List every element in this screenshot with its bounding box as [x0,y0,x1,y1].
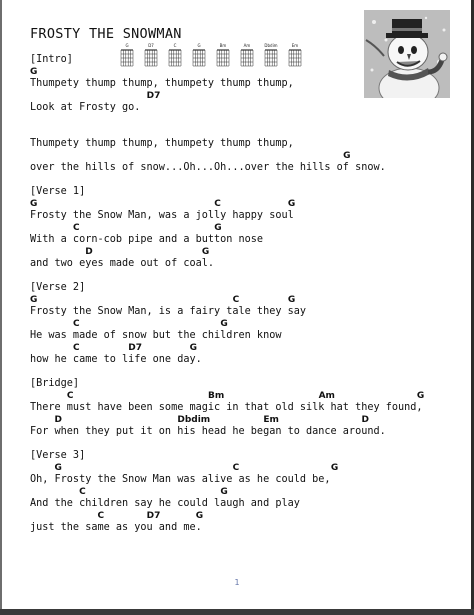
chord-symbol: G [416,391,425,401]
chord-diagram-name: D7 [148,43,154,48]
chord-diagram-name: C [173,43,177,48]
chord-symbol: G [30,295,38,305]
lyric-text: just the same as you and me. [30,522,202,533]
section-label: [Verse 2] [30,282,86,293]
chord-line [30,90,470,102]
chord-symbol: D7 [146,511,161,521]
chord-symbol: G [287,199,296,209]
chord-symbol: C [72,319,80,329]
chord-symbol: G [189,343,198,353]
chord-symbol: G [343,151,351,161]
lyric-text: and two eyes made out of coal. [30,258,215,269]
chord-symbol: G [195,511,204,521]
lyric-line [30,138,470,150]
section-header-row [30,54,470,66]
chord-line [30,414,470,426]
lyric-line [30,234,470,246]
chord-line [30,390,470,402]
lyric-text: He was made of snow but the children know [30,330,282,341]
chord-symbol: C [72,223,80,233]
chord-symbol: D [85,247,93,257]
chord-symbol: C [66,391,74,401]
chord-line [30,462,470,474]
lyric-text: Oh, Frosty the Snow Man was alive as he could be, [30,474,331,485]
lyric-text: Frosty the Snow Man, is a fairy tale they say [30,306,307,317]
lyric-text: Look at Frosty go. [30,102,141,113]
section-header-row [30,186,470,198]
section-header-row [30,282,470,294]
song-title: FROSTY THE SNOWMAN [30,26,182,42]
chord-line [30,198,470,210]
lyric-text: Thumpety thump thump, thumpety thump thump, [30,138,294,149]
chord-diagram-name: G [125,43,129,48]
page-bottom-edge [0,609,474,615]
chord-symbol: G [220,487,228,497]
chord-symbol: G [30,199,38,209]
lyric-text: And the children say he could laugh and play [30,498,300,509]
lyric-line [30,210,470,222]
chord-symbol: D [361,415,370,425]
chord-diagram-name: Em [291,43,299,48]
lyric-text: There must have been some magic in that old silk hat they found, [30,402,423,413]
chord-symbol: C [72,343,80,353]
lyric-line [30,474,470,486]
chord-symbol: C [97,511,105,521]
chord-symbol: Em [263,415,279,425]
chord-symbol: G [54,463,62,473]
lyric-text: Thumpety thump thump, thumpety thump thump, [30,78,294,89]
chord-line [30,510,470,522]
chord-diagram-name: G [197,43,201,48]
chord-line [30,66,470,78]
chord-symbol: C [232,295,240,305]
lyric-line [30,102,470,114]
chord-symbol: D7 [128,343,142,353]
section-label: [Verse 1] [30,186,86,197]
section-header-row [30,450,470,462]
chord-line [30,318,470,330]
chord-symbol: Bm [208,391,225,401]
lyric-line [30,498,470,510]
chord-symbol: Dbdim [177,415,211,425]
chord-symbol: C [79,487,86,497]
chord-symbol: G [201,247,210,257]
chord-symbol: G [214,223,222,233]
page-number: 1 [234,578,240,587]
lyric-text: Frosty the Snow Man, was a jolly happy soul [30,210,294,221]
chord-line [30,486,470,498]
lyric-line [30,306,470,318]
lyric-text: how he came to life one day. [30,354,202,365]
lyric-line [30,78,470,90]
chord-line [30,150,470,162]
section-label: [Intro] [30,54,73,65]
chord-symbol: Am [318,391,335,401]
lyric-line [30,402,470,414]
chord-line [30,126,470,138]
lyric-text: With a corn-cob pipe and a button nose [30,234,264,245]
chord-symbol: D7 [146,91,161,101]
chord-symbol: G [330,463,339,473]
chord-symbol: C [214,199,221,209]
lyric-line [30,258,470,270]
chord-symbol: D [54,415,63,425]
chord-symbol: G [220,319,228,329]
chord-diagram-name: Bm [219,43,227,48]
chord-symbol: G [30,67,38,77]
section-header-row [30,378,470,390]
chord-symbol: C [232,463,240,473]
chord-line [30,294,470,306]
lyric-line [30,354,470,366]
chord-diagram-name: Am [243,43,251,48]
chord-line [30,222,470,234]
lyric-line [30,522,470,534]
lyric-text: over the hills of snow...Oh...Oh...over the hills of snow. [30,162,386,173]
section-label: [Bridge] [30,378,80,389]
chord-diagram-name: Dbdim [264,43,278,48]
lyric-line [30,162,470,174]
lyric-line [30,330,470,342]
chord-line [30,342,470,354]
chord-line [30,246,470,258]
section-label: [Verse 3] [30,450,86,461]
page-left-edge [0,0,2,615]
chord-symbol: G [287,295,296,305]
lyric-line [30,426,470,438]
lyric-text: For when they put it on his head he began to dance around. [30,426,386,437]
